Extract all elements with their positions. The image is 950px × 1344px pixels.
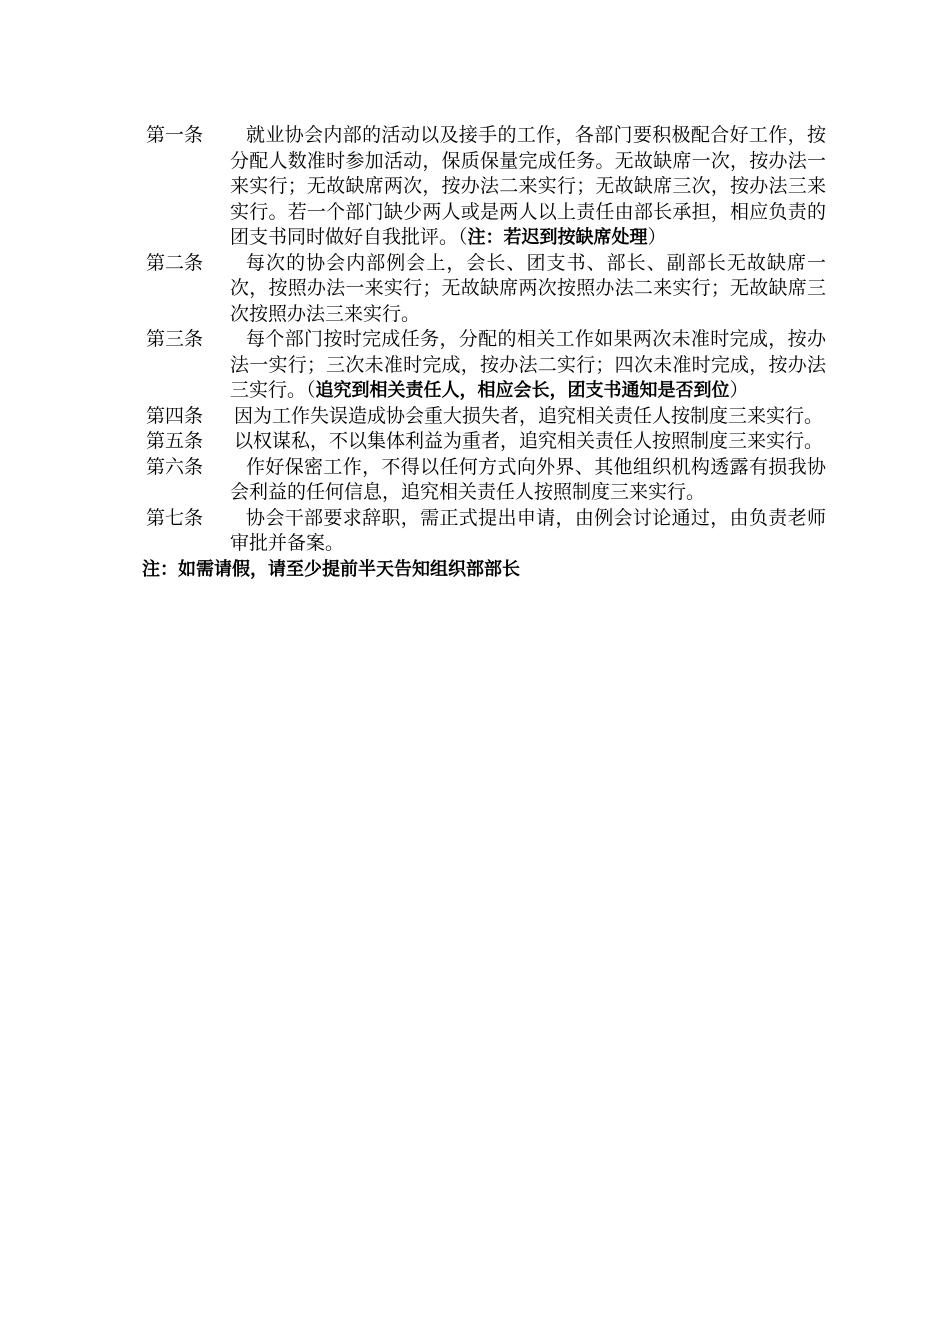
article-7 <box>146 506 826 557</box>
article-text: 每个部门按时完成任务，分配的相关工作如果两次未准时完成，按办法一实行；三次未准时完成，按办法二实行；四次未准时完成，按办法三实行。（ <box>230 328 826 401</box>
article-3 <box>146 327 826 404</box>
article-5 <box>146 429 826 455</box>
article-label: 第二条 <box>146 251 204 274</box>
article-body <box>230 429 826 455</box>
article-4 <box>146 404 826 430</box>
leave-request-note: 注：如需请假，请至少提前半天告知组织部部长 <box>142 558 520 580</box>
article-2 <box>146 251 826 328</box>
article-label: 第七条 <box>146 506 204 529</box>
article-text: 协会干部要求辞职，需正式提出申请，由例会讨论通过，由负责老师审批并备案。 <box>230 506 826 554</box>
article-label: 第四条 <box>146 404 204 427</box>
article-note: 追究到相关责任人，相应会长，团支书通知是否到位 <box>315 380 730 401</box>
regulation-document <box>142 123 826 582</box>
article-1 <box>146 123 826 251</box>
article-body <box>230 506 826 557</box>
article-text: 以权谋私，不以集体利益为重者，追究相关责任人按照制度三来实行。 <box>234 430 824 452</box>
article-text: 作好保密工作，不得以任何方式向外界、其他组织机构透露有损我协会利益的任何信息，追究相关责任人按照制度三来实行。 <box>230 455 826 503</box>
article-text: 因为工作失误造成协会重大损失者，追究相关责任人按制度三来实行。 <box>234 404 824 427</box>
article-text: 就业协会内部的活动以及接手的工作，各部门要积极配合好工作，按分配人数准时参加活动，保质保量完成任务。无故缺席一次，按办法一来实行；无故缺席两次，按办法二来实行；无故缺席三次，按办法三来实行。若一个部门缺少两人或是两人以上责任由部长承担，相应负责的团支书同时做好自我批评。（ <box>230 124 826 248</box>
article-label: 第五条 <box>146 430 204 452</box>
article-body <box>230 455 826 506</box>
article-tail: ） <box>729 379 749 401</box>
article-body <box>230 123 826 251</box>
article-body <box>230 251 826 328</box>
article-label: 第三条 <box>146 328 204 350</box>
article-body <box>230 327 826 404</box>
article-label: 第一条 <box>146 124 204 146</box>
article-body <box>230 404 826 430</box>
article-6 <box>146 455 826 506</box>
article-text: 每次的协会内部例会上，会长、团支书、部长、副部长无故缺席一次，按照办法一来实行；无故缺席两次按照办法二来实行；无故缺席三次按照办法三来实行。 <box>230 251 826 325</box>
article-note: 注：若迟到按缺席处理 <box>467 227 648 248</box>
article-label: 第六条 <box>146 455 204 478</box>
article-tail: ） <box>647 226 667 248</box>
